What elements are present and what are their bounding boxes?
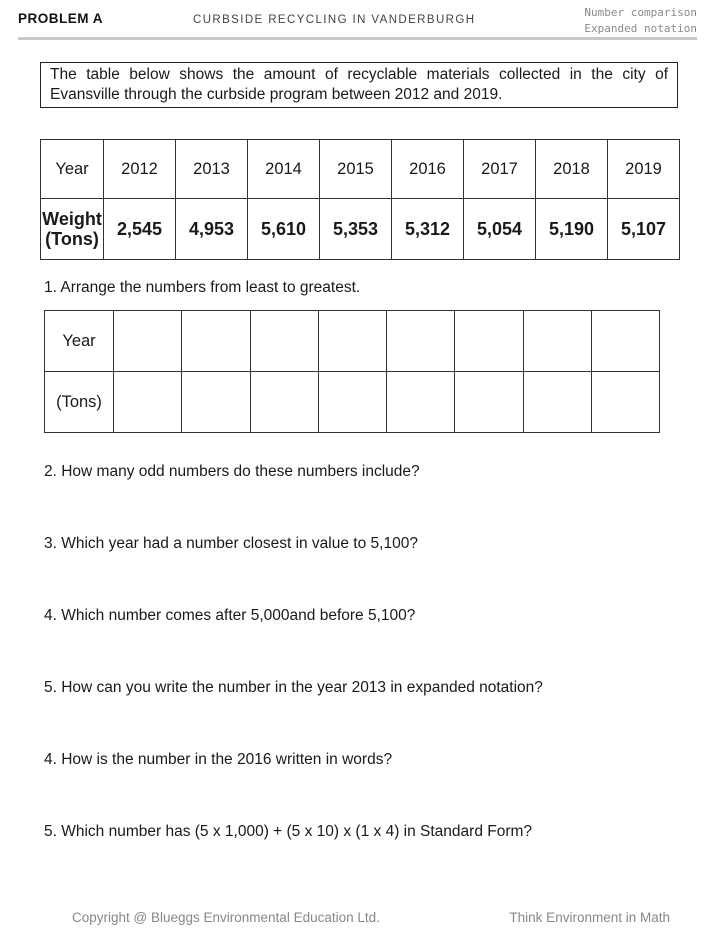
answer-cell[interactable] [114,311,182,372]
question-4: 4. Which number comes after 5,000and before 5,100? [44,607,416,624]
weight-cell: 4,953 [176,199,248,260]
question-7: 5. Which number has (5 x 1,000) + (5 x 10) x (1 x 4) in Standard Form? [44,823,533,840]
header-divider [18,37,697,40]
answer-tons-row [45,372,660,433]
answer-tons-label: (Tons) [45,372,114,433]
answer-cell[interactable] [250,372,318,433]
answer-cell[interactable] [387,311,455,372]
copyright-footer: Copyright @ Blueggs Environmental Education Ltd. [72,910,380,925]
answer-year-row [45,311,660,372]
question-1: 1. Arrange the numbers from least to greatest. [44,279,361,296]
answer-cell[interactable] [250,311,318,372]
year-cell: 2013 [176,140,248,199]
weight-row [41,199,680,260]
weight-cell: 5,054 [464,199,536,260]
weight-cell: 2,545 [104,199,176,260]
question-5: 5. How can you write the number in the year 2013 in expanded notation? [44,679,543,696]
weight-header-line2: (Tons) [45,229,99,249]
year-cell: 2018 [536,140,608,199]
weight-cell: 5,107 [608,199,680,260]
weight-cell: 5,312 [392,199,464,260]
year-cell: 2016 [392,140,464,199]
weight-header-cell [41,199,104,260]
year-row [41,140,680,199]
problem-label: PROBLEM A [18,11,103,26]
year-cell: 2012 [104,140,176,199]
question-2: 2. How many odd numbers do these numbers include? [44,463,420,480]
worksheet-title: CURBSIDE RECYCLING IN VANDERBURGH [193,14,476,26]
weight-cell: 5,353 [320,199,392,260]
topic-tags [584,5,697,37]
answer-table [44,310,660,433]
recycling-data-table [40,139,680,260]
answer-cell[interactable] [455,311,523,372]
answer-cell[interactable] [114,372,182,433]
answer-cell[interactable] [318,311,386,372]
question-3: 3. Which year had a number closest in value to 5,100? [44,535,418,552]
answer-cell[interactable] [523,311,591,372]
question-6: 4. How is the number in the 2016 written in words? [44,751,393,768]
answer-cell[interactable] [318,372,386,433]
answer-cell[interactable] [182,372,250,433]
year-cell: 2014 [248,140,320,199]
answer-cell[interactable] [523,372,591,433]
weight-header-line1: Weight [42,209,102,229]
year-cell: 2017 [464,140,536,199]
year-header-cell: Year [41,140,104,199]
intro-text-box: The table below shows the amount of recyclable materials collected in the city of Evansville through the curbside program between 2012 and 2019. [40,62,678,108]
answer-cell[interactable] [591,311,659,372]
weight-cell: 5,190 [536,199,608,260]
tagline-footer: Think Environment in Math [509,910,670,925]
topic-tag: Number comparison [584,6,697,19]
year-cell: 2019 [608,140,680,199]
weight-cell: 5,610 [248,199,320,260]
answer-cell[interactable] [455,372,523,433]
answer-cell[interactable] [182,311,250,372]
year-cell: 2015 [320,140,392,199]
answer-cell[interactable] [591,372,659,433]
answer-year-label: Year [45,311,114,372]
topic-tag: Expanded notation [584,22,697,35]
answer-cell[interactable] [387,372,455,433]
